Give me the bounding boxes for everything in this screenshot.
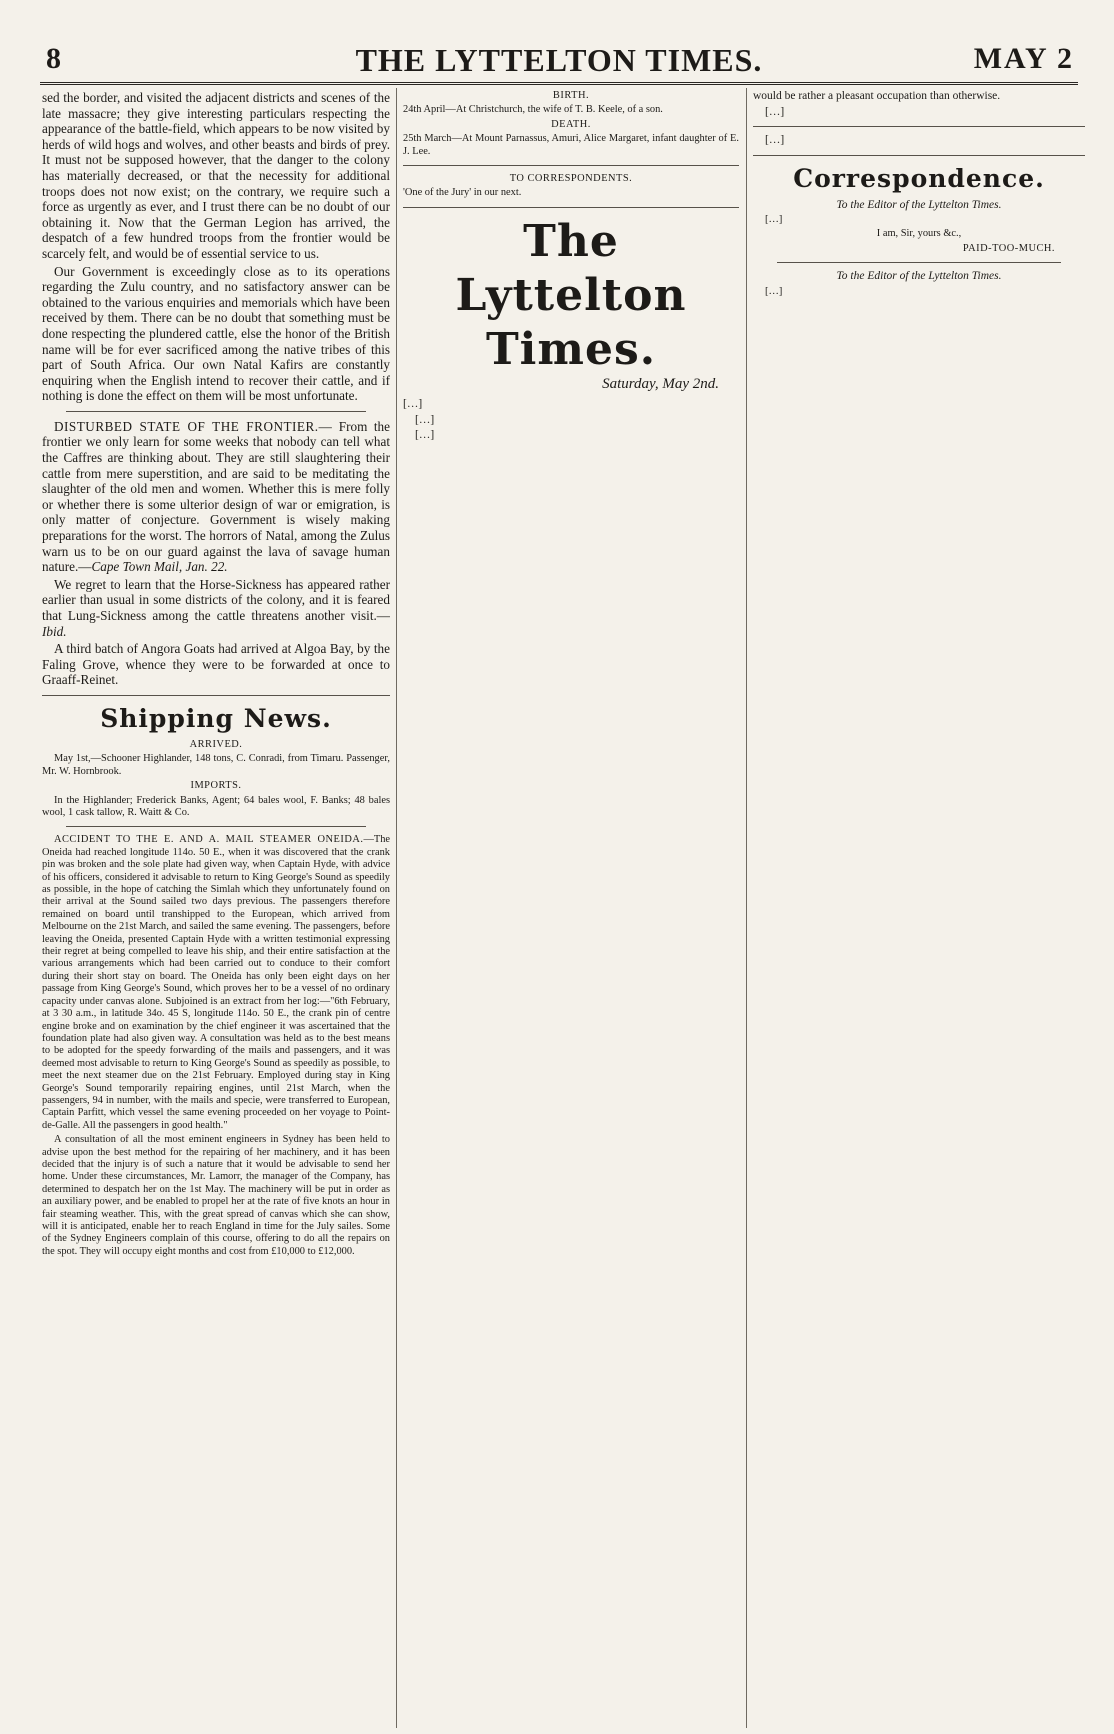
divider <box>753 126 1085 127</box>
column-1 <box>42 90 390 1730</box>
horse-sickness-article <box>42 577 390 639</box>
arrived-label: ARRIVED. <box>189 738 243 750</box>
divider <box>753 155 1085 156</box>
horse-source: Ibid. <box>42 623 67 639</box>
issue-date: MAY 2 <box>973 42 1074 75</box>
column-2 <box>403 90 739 1730</box>
oneida-article <box>42 834 390 1132</box>
leader-paragraph: […] <box>415 413 435 426</box>
correspondents-text: 'One of the Jury' in our next. <box>403 187 522 199</box>
article-paragraph: […] <box>765 105 785 118</box>
article-paragraph: would be rather a pleasant occupation than otherwise. <box>753 90 1001 102</box>
masthead: THE LYTTELTON TIMES. <box>355 42 763 78</box>
column-rule <box>746 88 747 1728</box>
paper-title: The Lyttelton Times. <box>455 215 687 375</box>
page-number: 8 <box>46 42 61 75</box>
horse-text: We regret to learn that the Horse-Sickness has appeared rather earlier than usual in some districts of the colony, and it is feared that Lung-Sickness among the cattle threatens another visit.— <box>42 576 390 623</box>
letter-text: […] <box>765 214 783 225</box>
divider <box>42 695 390 696</box>
column-3 <box>753 90 1085 1730</box>
death-text: 25th March—At Mount Parnassus, Amuri, Alice Margaret, infant daughter of E. J. Lee. <box>403 133 739 157</box>
frontier-heading: DISTURBED STATE OF THE FRONTIER.— <box>54 418 333 434</box>
frontier-article <box>42 419 390 575</box>
imports-text: In the Highlander; Frederick Banks, Agent; 64 bales wool, F. Banks; 48 bales wool, 1 cask tallow, R. Waitt & Co. <box>42 794 390 818</box>
letter-close: I am, Sir, yours &c., <box>876 228 962 240</box>
angora-goats-article: A third batch of Angora Goats had arrived at Algoa Bay, by the Faling Grove, whence they were to be forwarded at once to Graaff-Reinet. <box>42 641 390 688</box>
imports-label: IMPORTS. <box>190 780 242 792</box>
letter-text: […] <box>765 285 783 297</box>
birth-label: BIRTH. <box>552 90 590 101</box>
article-paragraph: sed the border, and visited the adjacent districts and scenes of the late massacre; they give interesting particulars respecting the appearance of the battle-field, which appears to be now visited by herds of wild hogs and wolves, and other beasts and birds of prey. It must not be supposed however, that the danger to the colony has materially decreased, or that the necessity for additional troops does not now exist; on the contrary, we require such a force as urgently as ever, and I trust there can be no doubt of our obtaining it. Now that the German Legion has arrived, the despatch of a few hundred troops from the frontier would be scarcely felt, and would be of essential service to us. <box>42 90 390 261</box>
frontier-source: Cape Town Mail, Jan. 22. <box>91 559 228 575</box>
divider <box>403 165 739 166</box>
consultation-article: A consultation of all the most eminent engineers in Sydney has been held to advise upon the best method for the repairing of her machinery, and it has been decided that the injury is of such a nature that it would be advisable to send her home. Under these circumstances, Mr. Lamorr, the manager of the Company, has determined to despatch her on the 1st May. The machinery will be put in order as an auxiliary power, and be enabled to propel her at the rate of five knots an hour in fair steaming weather. This, with the great spread of canvas which she can show, will it is anticipated, enable her to reach England in time for the July sailes. Some of the Sydney Engineers complain of this course, offering to do all the repairs on the spot. They will occupy eight months and cost from £10,000 to £12,000. <box>42 1134 390 1257</box>
divider <box>66 826 366 827</box>
frontier-text: From the frontier we only learn for some weeks that nobody can tell what the Caffres are thinking about. They are still slaughtering their cattle from mere superstition, and are said to be meditating the slaughter of the old men and women. Whether this is mere folly or whether there is some ulterior design of war or emigration, is only matter of conjecture. Government is wisely making preparations for the worst. The horrors of Natal, among the Zulus warn us to be on our guard against the lava of savage human nature.— <box>42 418 390 575</box>
shipping-news-title: Shipping News. <box>100 703 332 733</box>
leader-paragraph: […] <box>415 429 435 442</box>
letter-signature: PAID-TOO-MUCH. <box>962 242 1055 254</box>
cathedral-square-article: […] <box>765 134 785 146</box>
divider <box>66 411 366 412</box>
death-label: DEATH. <box>551 118 591 130</box>
article-paragraph: Our Government is exceedingly close as to its operations regarding the Zulu country, and no satisfactory answer can be obtained to the various enquiries and memorials which have been received by them. There can be no doubt that something must be done respecting the plundered cattle, else the honor of the British name will be for ever sacrificed among the native tribes of this part of South Africa. Our own Natal Kafirs are constantly enquiring when the English intend to recover their cattle, and if nothing is done the effect on them will be most unfortunate. <box>42 263 390 404</box>
leader-paragraph: […] <box>403 398 423 411</box>
divider <box>403 207 739 208</box>
oneida-text: —The Oneida had reached longitude 114o. 50 E., when it was discovered that the crank pin was broken and the sole plate had given way, when Captain Hyde, with advice of his officers, considered it advisable to return to King George's Sound as speedily as possible, in the hope of catching the Simlah which they unfortunately found on their arrival at the Sound sailed two days previous. The passengers therefore remained on board until transhipped to the European, which arrived from Melbourne on the 21st March, and sailed the same evening. The passengers, before leaving the Oneida, presented Captain Hyde with a written testimonial expressing their regret at being compelled to leave his ship, and their entire satisfaction at the various arrangements which had been carried out to conduce to their comfort during their short stay on board. The Oneida has only been eight days on her passage from King George's Sound, which proves her to be a vessel of no ordinary capacity under canvas alone. Subjoined is an extract from her log:—"6th February, at 3 30 a.m., in latitude 34o. 45 S, longitude 114o. 50 E., the crank pin of centre engine broke and on examination by the chief engineer it was ascertained that the foundation plate had also given way. A consultation was held as to the best means to be adopted for the speedy forwarding of the mails and passengers, and it was deemed most advisable to return to King George's Sound as speedily as possible, to meet the next steamer due on the 21st February. Employed during stay in King George's Sound temporarily repairing engines, until 21st March, when the passengers, 94 in number, with the mails and specie, were transferred to European, Captain Parfitt, which vessel the same evening proceeded on her voyage to Point-de-Galle. All the passengers in good health." <box>42 834 390 1131</box>
oneida-heading: ACCIDENT TO THE E. AND A. MAIL STEAMER ONEIDA. <box>54 834 364 846</box>
birth-text: 24th April—At Christchurch, the wife of T. B. Keele, of a son. <box>403 104 663 116</box>
column-rule <box>396 88 397 1728</box>
letter-salutation: To the Editor of the Lyttelton Times. <box>836 198 1002 211</box>
divider <box>777 262 1061 263</box>
letter-salutation: To the Editor of the Lyttelton Times. <box>836 270 1002 283</box>
arrived-text: May 1st,—Schooner Highlander, 148 tons, C. Conradi, from Timaru. Passenger, Mr. W. Hornbrook. <box>42 753 390 777</box>
correspondents-label: TO CORRESPONDENTS. <box>509 173 633 185</box>
dateline: Saturday, May 2nd. <box>602 375 719 392</box>
page-header <box>40 42 1078 85</box>
correspondence-title: Correspondence. <box>793 163 1045 193</box>
